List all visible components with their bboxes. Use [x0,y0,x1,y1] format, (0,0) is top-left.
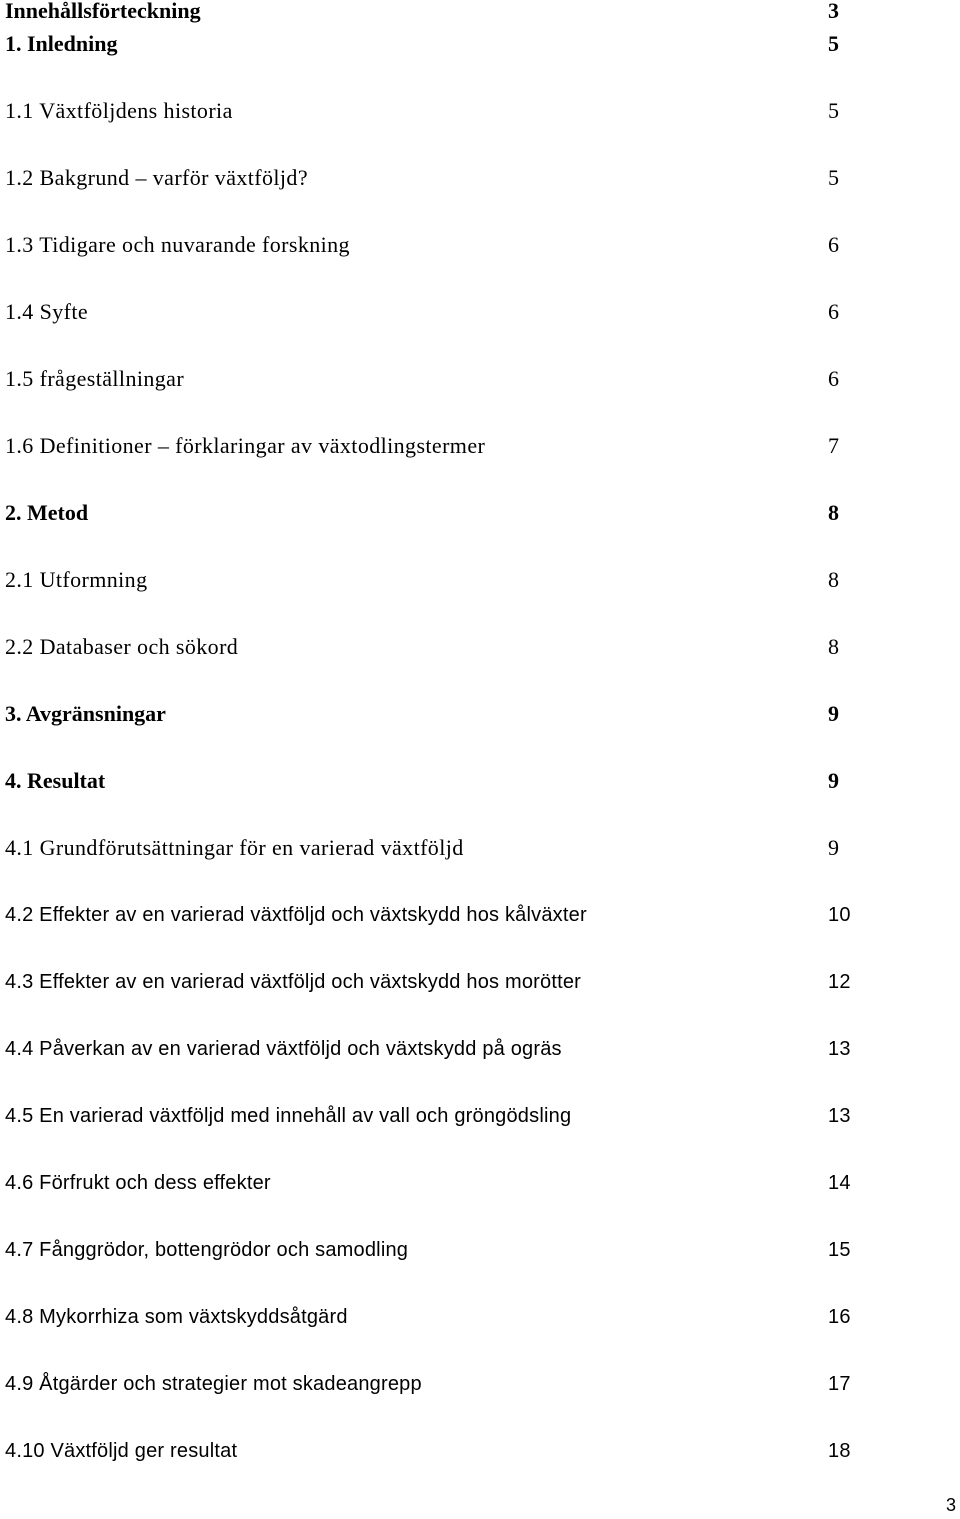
toc-entry-page: 8 [828,634,840,659]
toc-entry-page: 12 [828,971,851,993]
toc-entry-page: 16 [828,1306,851,1328]
toc-entry-title: 1. Inledning [5,31,118,56]
toc-entry-page: 6 [828,232,840,257]
toc-entry [0,1102,960,1136]
toc-entry [0,0,960,31]
toc-entry [0,432,960,466]
toc-entry [0,1236,960,1270]
toc-entry [0,700,960,734]
toc-entry-title: 3. Avgränsningar [5,701,166,726]
toc-entry-page: 7 [828,433,840,458]
toc-entry [0,1370,960,1404]
toc-entry-title: 4.5 En varierad växtföljd med innehåll av vall och gröngödsling [5,1105,572,1127]
toc-entry [0,97,960,131]
toc-entry-page: 18 [828,1440,851,1462]
toc-entry-page: 13 [828,1105,851,1127]
toc-entry-title: 1.1 Växtföljdens historia [5,98,233,123]
toc-entry-title: 4. Resultat [5,768,106,793]
toc-entry [0,968,960,1002]
toc-entry-page: 17 [828,1373,851,1395]
toc-entry-title: 1.4 Syfte [5,299,89,324]
toc-entry [0,1035,960,1069]
toc-entry-title: 4.9 Åtgärder och strategier mot skadeangrepp [5,1373,422,1395]
toc-entry [0,901,960,935]
toc-entry-page: 15 [828,1239,851,1261]
toc-entry-title: 4.7 Fånggrödor, bottengrödor och samodling [5,1239,409,1261]
toc-entry [0,1169,960,1203]
toc-entry-page: 5 [828,31,839,56]
toc-entry [0,1437,960,1471]
toc-entry-page: 8 [828,567,840,592]
toc-entry-page: 3 [828,0,839,23]
toc-entry [0,499,960,533]
toc-entry-page: 9 [828,835,840,860]
toc-entry-title: 1.3 Tidigare och nuvarande forskning [5,232,350,257]
toc-entry-page: 6 [828,299,840,324]
toc-entry [0,30,960,64]
toc-entry-title: 1.6 Definitioner – förklaringar av växtodlingstermer [5,433,486,458]
toc-entry-page: 14 [828,1172,851,1194]
toc-entry-page: 9 [828,701,839,726]
toc-entry-title: 2.2 Databaser och sökord [5,634,239,659]
toc-entry-page: 10 [828,904,851,926]
toc-entry [0,566,960,600]
toc-entry-title: 4.6 Förfrukt och dess effekter [5,1172,271,1194]
toc-entry-page: 5 [828,98,840,123]
toc-entry [0,231,960,265]
toc-entry [0,365,960,399]
toc-entry-title: 1.2 Bakgrund – varför växtföljd? [5,165,308,190]
toc-entry-page: 6 [828,366,840,391]
toc-entry-title: 4.3 Effekter av en varierad växtföljd och växtskydd hos morötter [5,971,582,993]
toc-entry-title: Innehållsförteckning [5,0,201,23]
toc-entry-title: 2. Metod [5,500,89,525]
toc-entry-page: 9 [828,768,839,793]
toc-entry-title: 4.10 Växtföljd ger resultat [5,1440,238,1462]
toc-entry [0,767,960,801]
toc-entry [0,834,960,868]
toc-entry-title: 1.5 frågeställningar [5,366,185,391]
page-number: 3 [946,1495,957,1515]
toc-entry-title: 4.1 Grundförutsättningar för en varierad växtföljd [5,835,464,860]
toc-entry-title: 4.4 Påverkan av en varierad växtföljd och växtskydd på ogräs [5,1038,562,1060]
toc-entry-title: 4.8 Mykorrhiza som växtskyddsåtgärd [5,1306,348,1328]
toc-entry-title: 4.2 Effekter av en varierad växtföljd och växtskydd hos kålväxter [5,904,587,926]
toc-entry [0,164,960,198]
toc-entry-page: 13 [828,1038,851,1060]
toc-entry-page: 8 [828,500,839,525]
toc-entry [0,1303,960,1337]
toc-entry [0,633,960,667]
toc-entry-title: 2.1 Utformning [5,567,148,592]
toc-entry-page: 5 [828,165,840,190]
toc-entry [0,298,960,332]
